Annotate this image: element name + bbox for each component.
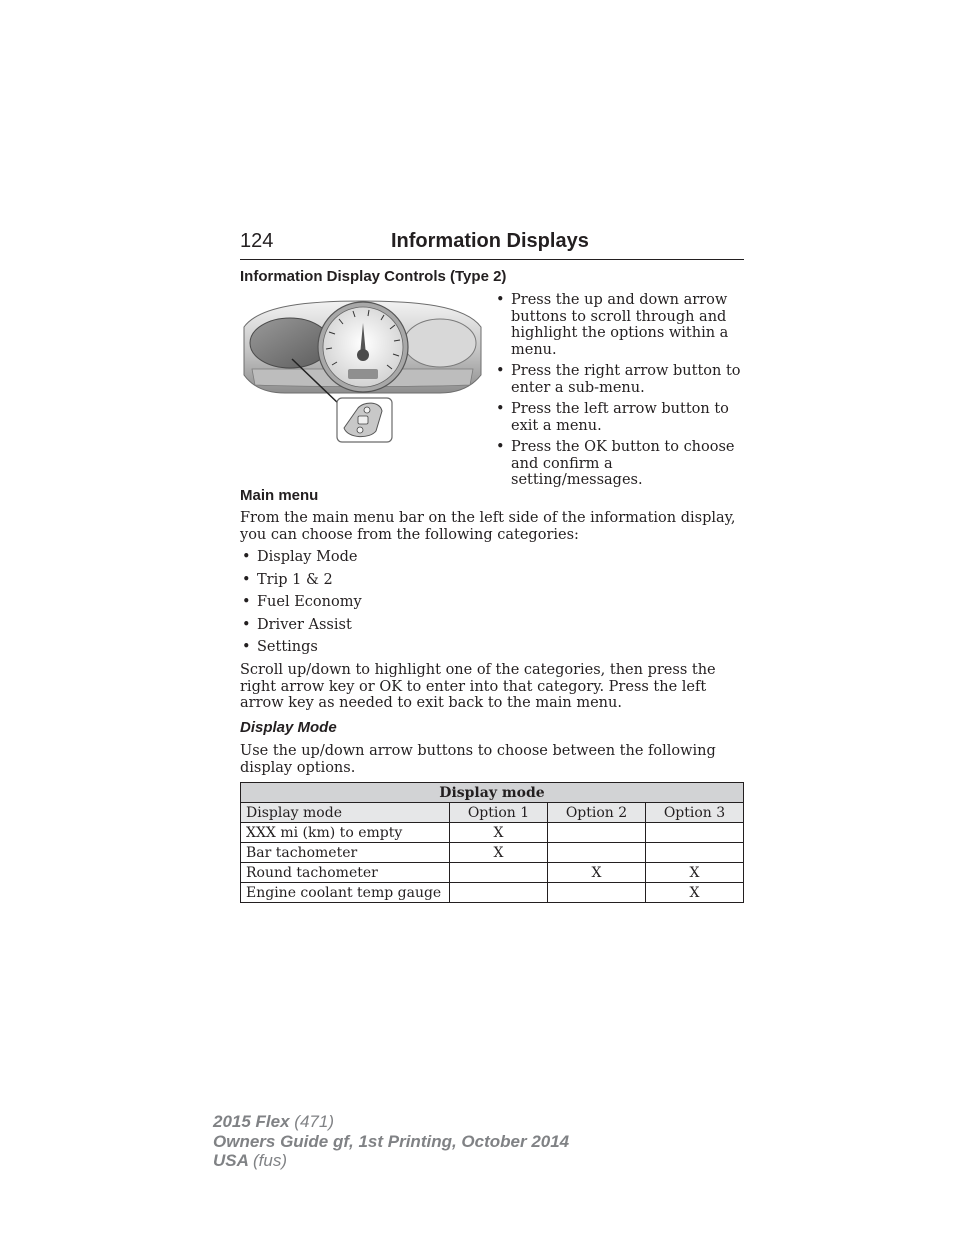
table-header-cell: Option 1 [450,803,548,823]
categories-list [240,549,540,662]
list-item: • Press the right arrow button to enter a sub-menu. [494,363,744,396]
display-mode-table [240,782,744,903]
table-header-cell: Option 3 [646,803,744,823]
main-menu-instructions: Scroll up/down to highlight one of the categories, then press the right arrow key or OK to enter into that category. Press the left arrow key as needed to exit back to the main menu. [240,662,716,711]
section-heading-display-mode: Display Mode [240,719,337,736]
table-cell: XXX mi (km) to empty [241,823,450,843]
list-item: • Display Mode [240,549,540,572]
display-mode-intro: Use the up/down arrow buttons to choose between the following display options. [240,743,716,776]
footer-region: USA [213,1151,249,1170]
table-cell [450,863,548,883]
table-cell [646,823,744,843]
table-cell [548,883,646,903]
table-header-cell: Option 2 [548,803,646,823]
footer-region-code: (fus) [253,1151,287,1170]
chapter-title: Information Displays [391,230,589,252]
table-cell: X [646,883,744,903]
section-heading-controls: Information Display Controls (Type 2) [240,268,507,285]
table-cell [646,843,744,863]
instrument-cluster-icon [240,297,485,445]
table-cell [548,843,646,863]
footer-line-model [213,1112,569,1132]
table-cell: Round tachometer [241,863,450,883]
table-cell [450,883,548,903]
list-item: • Press the left arrow button to exit a menu. [494,401,744,434]
table-row [241,863,744,883]
table-header-row [241,803,744,823]
table-cell: X [646,863,744,883]
controls-bullet-list [494,292,744,494]
footer-model: 2015 Flex [213,1112,290,1131]
footer-line-region [213,1151,569,1171]
table-cell: X [450,843,548,863]
list-item: • Driver Assist [240,617,540,640]
table-row [241,883,744,903]
footer-guide: Owners Guide gf, 1st Printing, October 2014 [213,1131,570,1151]
table-row [241,823,744,843]
footer-model-code: (471) [294,1112,334,1131]
instrument-cluster-figure [240,297,485,445]
page-footer [213,1112,569,1171]
table-cell: Engine coolant temp gauge [241,883,450,903]
list-item: • Trip 1 & 2 [240,572,540,595]
page-number: 124 [240,230,274,252]
display-mode-table-wrapper [240,782,744,903]
list-item: • Fuel Economy [240,594,540,617]
page-header [240,229,744,260]
table-cell: Bar tachometer [241,843,450,863]
table-caption: Display mode [241,783,744,803]
section-heading-main-menu: Main menu [240,487,319,504]
table-cell: X [450,823,548,843]
table-cell [548,823,646,843]
list-item: • Settings [240,639,540,662]
table-row [241,843,744,863]
main-menu-intro: From the main menu bar on the left side of the information display, you can choose from the following categories: [240,510,736,543]
table-header-cell: Display mode [241,803,450,823]
list-item: • Press the up and down arrow buttons to scroll through and highlight the options within a menu. [494,292,744,358]
list-item: • Press the OK button to choose and confirm a setting/messages. [494,439,744,489]
table-cell: X [548,863,646,883]
